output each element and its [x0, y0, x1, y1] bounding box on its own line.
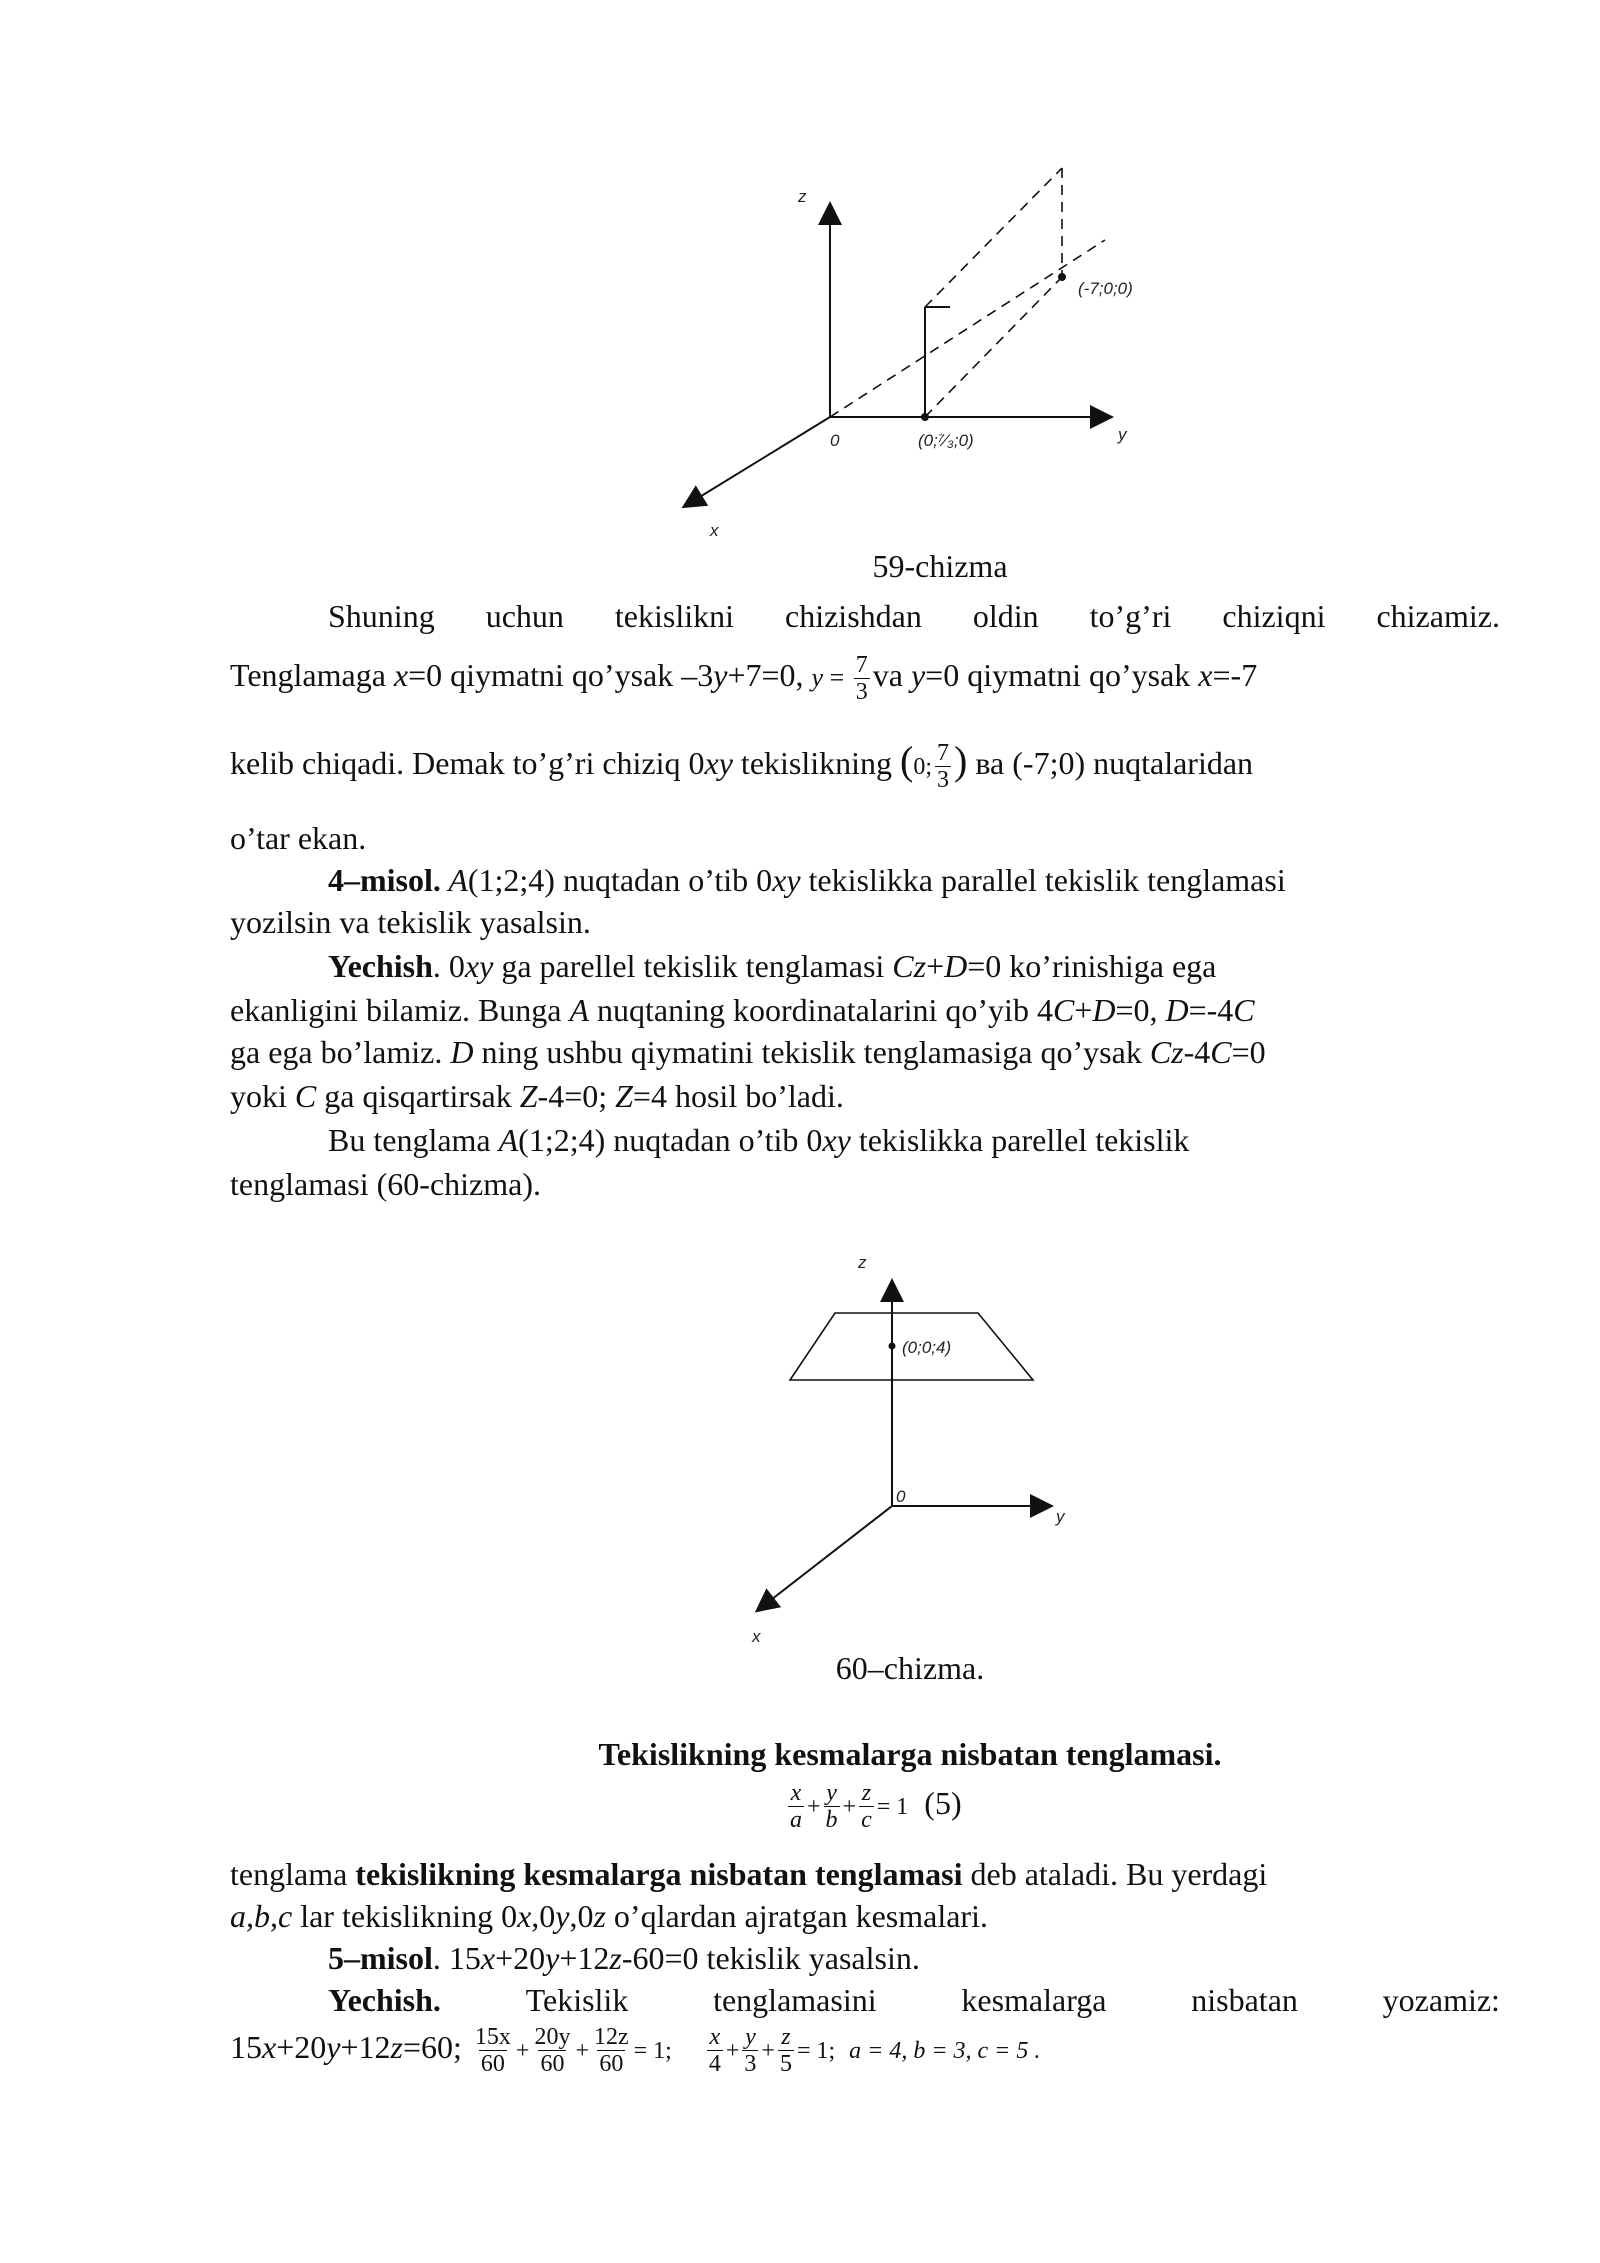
point-minus7: [1058, 273, 1066, 281]
point-7-3: [921, 413, 929, 421]
figure-59-caption: 59-chizma: [872, 548, 1008, 584]
solution-line4: yoki C ga qisqartirsak Z-4=0; Z=4 hosil bo’ladi.: [230, 1078, 844, 1114]
para1-line2: Tenglamaga x=0 qiymatni qo’ysak –3y+7=0, y = $\frac{7}{3}$ va y=0 qiymatni qo’ysak x=-7: [230, 652, 1258, 705]
conclusion-line2: tenglamasi (60-chizma).: [230, 1166, 541, 1202]
x-label: x: [710, 521, 719, 540]
y-label: y: [1118, 425, 1127, 444]
definition-line2: a,b,c lar tekislikning 0x,0y,0z o’qlardan ajratgan kesmalari.: [230, 1898, 988, 1934]
point-7-3-label: (0;⁷⁄₃;0): [918, 431, 974, 450]
point-minus7-label: (-7;0;0): [1078, 279, 1133, 298]
para1-line3: kelib chiqadi. Demak to’g’ri chiziq 0xy tekislikning (0; $\frac{7}{3}$ ) ва (-7;0) nuqtalaridan: [230, 737, 1254, 793]
x-axis: [758, 1506, 892, 1610]
solution-line1: Yechish. 0xy ga parellel tekislik tenglamasi Cz+D=0 ko’rinishiga ega: [328, 948, 1217, 984]
section-heading: Tekislikning kesmalarga nisbatan tenglamasi.: [598, 1736, 1222, 1772]
origin-label: 0: [896, 1487, 906, 1506]
example4-line1: 4–misol. A(1;2;4) nuqtadan o’tib 0xy tekislikka parallel tekislik tenglamasi: [328, 862, 1286, 898]
figure-60: [700, 1250, 1160, 1650]
x-label: x: [752, 1627, 761, 1646]
definition-line1: tenglama tekislikning kesmalarga nisbatan tenglamasi deb ataladi. Bu yerdagi: [230, 1856, 1268, 1892]
point-004-label: (0;0;4): [902, 1338, 952, 1357]
point-fraction: $\frac{7}{3}$: [937, 740, 950, 793]
point-004: [889, 1343, 896, 1350]
para1-line1: Shuning uchun tekislikni chizishdan oldin to’g’ri chiziqni chizamiz.: [328, 598, 1500, 634]
figure-59: [650, 150, 1210, 550]
equation-5: $\frac{x}{a}$ + $\frac{y}{b}$ + $\frac{z}{c}$ = 1 (5): [790, 1780, 962, 1833]
final-equation: 15x+20y+12z=60; $\frac{15x}{60}$ + $\frac{20y}{60}$ + $\frac{12z}{60}$ = 1; $\frac{x}{4}$ + $\frac{y}{3}$ + $\frac{z}{5}$ = 1; a = 4, b = 3, c = 5 .: [230, 2024, 1041, 2077]
dashed-trace-line: [830, 240, 1105, 417]
example5-line: 5–misol. 15x+20y+12z-60=0 tekislik yasalsin.: [328, 1940, 920, 1976]
para1-line4: o’tar ekan.: [230, 820, 367, 856]
x-axis: [685, 417, 830, 506]
z-label: z: [858, 1253, 867, 1272]
origin-label: 0: [830, 431, 840, 450]
solution-line2: ekanligini bilamiz. Bunga A nuqtaning koordinatalarini qo’yib 4C+D=0, D=-4C: [230, 992, 1255, 1028]
y-label: y: [1056, 1507, 1065, 1526]
solution5-line: Yechish. Tekislik tenglamasini kesmalarga nisbatan yozamiz:: [328, 1982, 1500, 2018]
conclusion-line1: Bu tenglama A(1;2;4) nuqtadan o’tib 0xy tekislikka parellel tekislik: [328, 1122, 1190, 1158]
z-label: z: [798, 187, 807, 206]
fraction-7-3: $\frac{7}{3}$: [855, 652, 868, 705]
solution-line3: ga ega bo’lamiz. D ning ushbu qiymatini tekislik tenglamasiga qo’ysak Cz-4C=0: [230, 1034, 1266, 1070]
dashed-plane-bottom: [925, 277, 1062, 417]
figure-60-caption: 60–chizma.: [835, 1650, 985, 1686]
dashed-plane-top: [925, 168, 1062, 307]
example4-line2: yozilsin va tekislik yasalsin.: [230, 904, 591, 940]
